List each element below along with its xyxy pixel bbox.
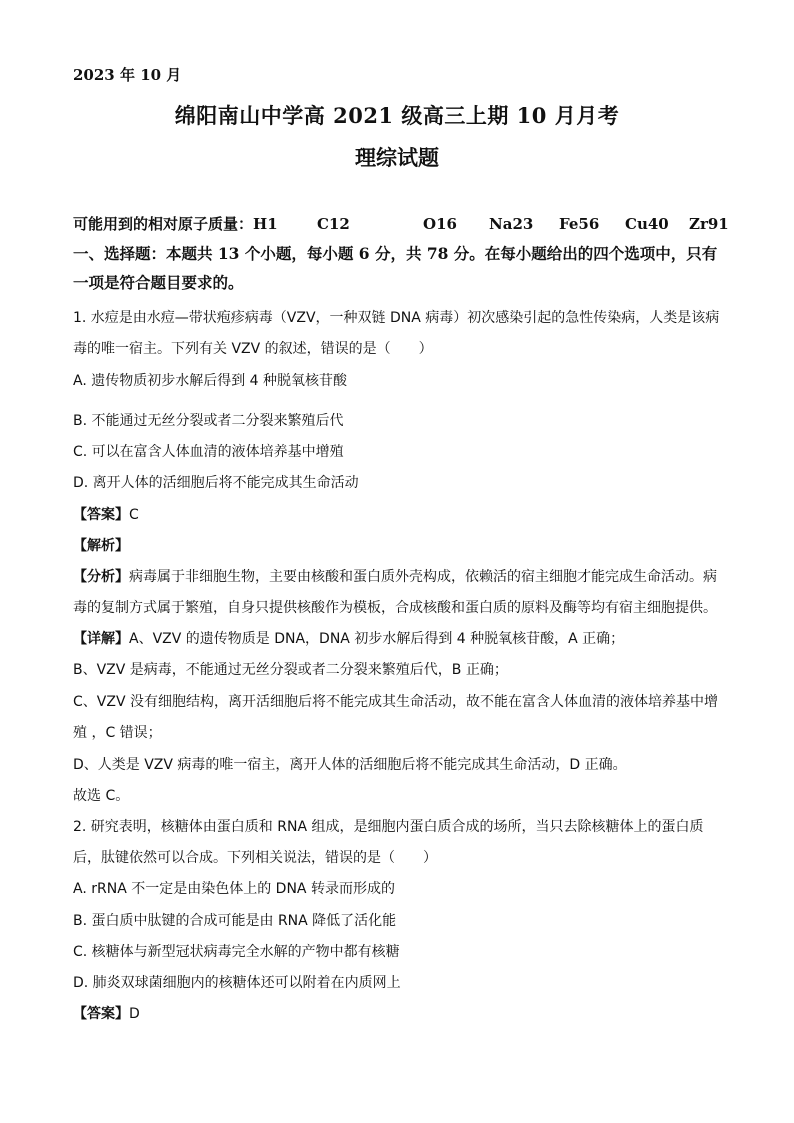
q1-option-b: B. 不能通过无丝分裂或者二分裂来繁殖后代 [73, 413, 344, 429]
analysis-tag: 【解析】 [73, 538, 129, 554]
answer-tag: 【答案】 [73, 507, 129, 523]
q1-xiangjie-c2: 殖 ，C 错误； [73, 725, 162, 741]
element-cu: Cu40 [625, 215, 669, 233]
q2-option-d: D. 肺炎双球菌细胞内的核糖体还可以附着在内质网上 [73, 975, 401, 991]
q2-option-b: B. 蛋白质中肽键的合成可能是由 RNA 降低了活化能 [73, 913, 397, 929]
element-c: C12 [317, 215, 350, 233]
element-zr: Zr91 [689, 215, 729, 233]
q1-xiangjie-b: B、VZV 是病毒，不能通过无丝分裂或者二分裂来繁殖后代，B 正确； [73, 662, 508, 678]
q2-stem-line2: 后，肽键依然可以合成。下列相关说法，错误的是（ ） [73, 850, 437, 866]
answer-value: C [129, 507, 139, 523]
element-o: O16 [423, 215, 457, 233]
xiangjie-a-text: A、VZV 的遗传物质是 DNA，DNA 初步水解后得到 4 种脱氧核苷酸，A 正确； [129, 631, 625, 647]
q1-xiangjie-c1: C、VZV 没有细胞结构，离开活细胞后将不能完成其生命活动，故不能在富含人体血清的液体培养基中增 [73, 694, 718, 710]
q1-option-a: A. 遗传物质初步水解后得到 4 种脱氧核苷酸 [73, 373, 348, 389]
fenxi-text1: 病毒属于非细胞生物，主要由核酸和蛋白质外壳构成，依赖活的宿主细胞才能完成生命活动。病 [129, 569, 717, 585]
answer-tag: 【答案】 [73, 1006, 129, 1022]
q1-fenxi-line2: 毒的复制方式属于繁殖，自身只提供核酸作为模板，合成核酸和蛋白质的原料及酶等均有宿主细胞提供。 [73, 600, 717, 616]
fenxi-tag: 【分析】 [73, 569, 129, 585]
q1-stem-line1: 1. 水痘是由水痘—带状疱疹病毒（VZV，一种双链 DNA 病毒）初次感染引起的急性传染病，人类是该病 [73, 310, 720, 326]
q2-option-c: C. 核糖体与新型冠状病毒完全水解的产物中都有核糖 [73, 944, 400, 960]
q1-fenxi-line1 [73, 566, 717, 586]
q1-option-d: D. 离开人体的活细胞后将不能完成其生命活动 [73, 475, 359, 491]
q2-answer [73, 1003, 140, 1023]
element-h: H1 [253, 215, 278, 233]
q1-analysis-tag [73, 535, 129, 555]
element-na: Na23 [489, 215, 534, 233]
q2-option-a: A. rRNA 不一定是由染色体上的 DNA 转录而形成的 [73, 881, 395, 897]
answer-value: D [129, 1006, 140, 1022]
q1-option-c: C. 可以在富含人体血清的液体培养基中增殖 [73, 444, 344, 460]
xiangjie-tag: 【详解】 [73, 631, 129, 647]
q1-conclusion: 故选 C。 [73, 788, 130, 804]
exam-subtitle: 理综试题 [355, 145, 439, 170]
atomic-mass-label: 可能用到的相对原子质量： [73, 215, 254, 233]
element-fe: Fe56 [559, 215, 600, 233]
q1-xiangjie-a [73, 628, 624, 648]
section-heading: 一、选择题：本题共 13 个小题，每小题 6 分，共 78 分。在每小题给出的四个选项中，只有一项是符合题目要求的。 [73, 244, 718, 292]
exam-date: 2023 年 10 月 [73, 66, 182, 84]
atomic-mass-line [73, 213, 729, 234]
q1-answer [73, 504, 139, 524]
q2-stem-line1: 2. 研究表明，核糖体由蛋白质和 RNA 组成，是细胞内蛋白质合成的场所，当只去除核糖体上的蛋白质 [73, 819, 704, 835]
q1-stem-line2: 毒的唯一宿主。下列有关 VZV 的叙述，错误的是（ ） [73, 341, 433, 357]
exam-title: 绵阳南山中学高 2021 级高三上期 10 月月考 [174, 103, 620, 128]
q1-xiangjie-d: D、人类是 VZV 病毒的唯一宿主，离开人体的活细胞后将不能完成其生命活动，D 正确。 [73, 757, 627, 773]
